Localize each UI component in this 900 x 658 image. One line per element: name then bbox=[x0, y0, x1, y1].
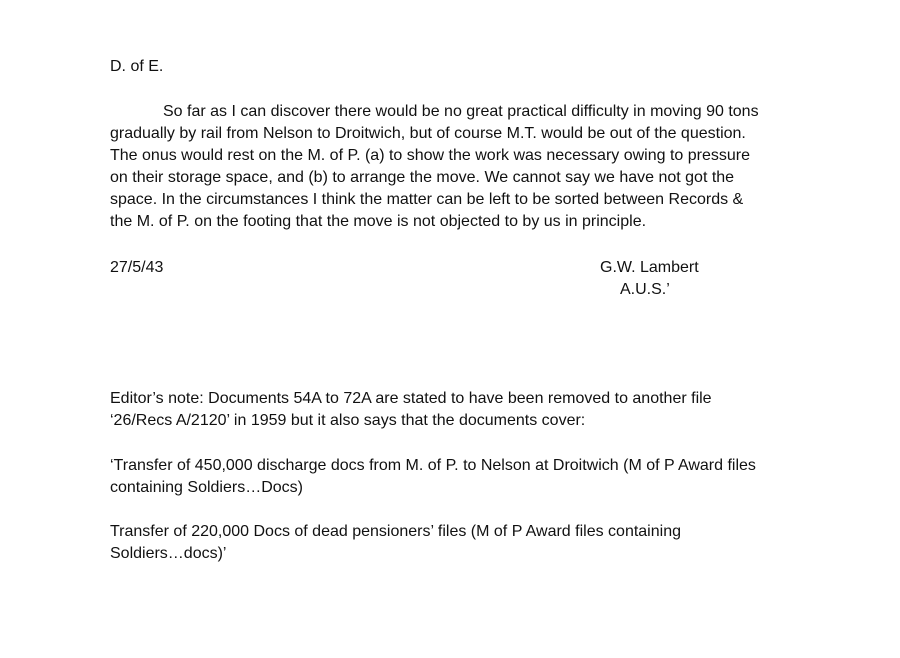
signatory-name: G.W. Lambert bbox=[600, 259, 699, 276]
memo-body-line: on their storage space, and (b) to arrange the move. We cannot say we have not got the bbox=[110, 169, 735, 186]
memo-addressee bbox=[110, 56, 810, 78]
quoted-entry-line: Soldiers…docs)’ bbox=[110, 545, 227, 562]
quoted-entry-1 bbox=[110, 455, 810, 499]
memo-signature bbox=[600, 257, 699, 301]
memo-body-line: gradually by rail from Nelson to Droitwich, but of course M.T. would be out of the question. bbox=[110, 125, 746, 142]
memo-body-line-text: So far as I can discover there would be no great practical difficulty in moving 90 tons bbox=[163, 103, 759, 120]
signatory-title: A.U.S.’ bbox=[620, 281, 670, 298]
editors-note-line: ‘26/Recs A/2120’ in 1959 but it also says that the documents cover: bbox=[110, 412, 586, 429]
memo-date: 27/5/43 bbox=[110, 259, 164, 276]
memo-body-line bbox=[110, 101, 810, 123]
editors-note-line: Editor’s note: Documents 54A to 72A are stated to have been removed to another file bbox=[110, 390, 712, 407]
memo-body bbox=[110, 101, 810, 233]
quoted-entry-line: containing Soldiers…Docs) bbox=[110, 479, 303, 496]
quoted-entry-2 bbox=[110, 521, 810, 565]
memo-body-line: The onus would rest on the M. of P. (a) to show the work was necessary owing to pressure bbox=[110, 147, 751, 164]
memo-body-line: space. In the circumstances I think the matter can be left to be sorted between Records & bbox=[110, 191, 744, 208]
addressee-text: D. of E. bbox=[110, 58, 164, 75]
quoted-entry-line: ‘Transfer of 450,000 discharge docs from M. of P. to Nelson at Droitwich (M of P Award files bbox=[110, 457, 756, 474]
editors-note bbox=[110, 388, 810, 432]
quoted-entry-line: Transfer of 220,000 Docs of dead pensioners’ files (M of P Award files containing bbox=[110, 523, 681, 540]
memo-body-line: the M. of P. on the footing that the move is not objected to by us in principle. bbox=[110, 213, 647, 230]
